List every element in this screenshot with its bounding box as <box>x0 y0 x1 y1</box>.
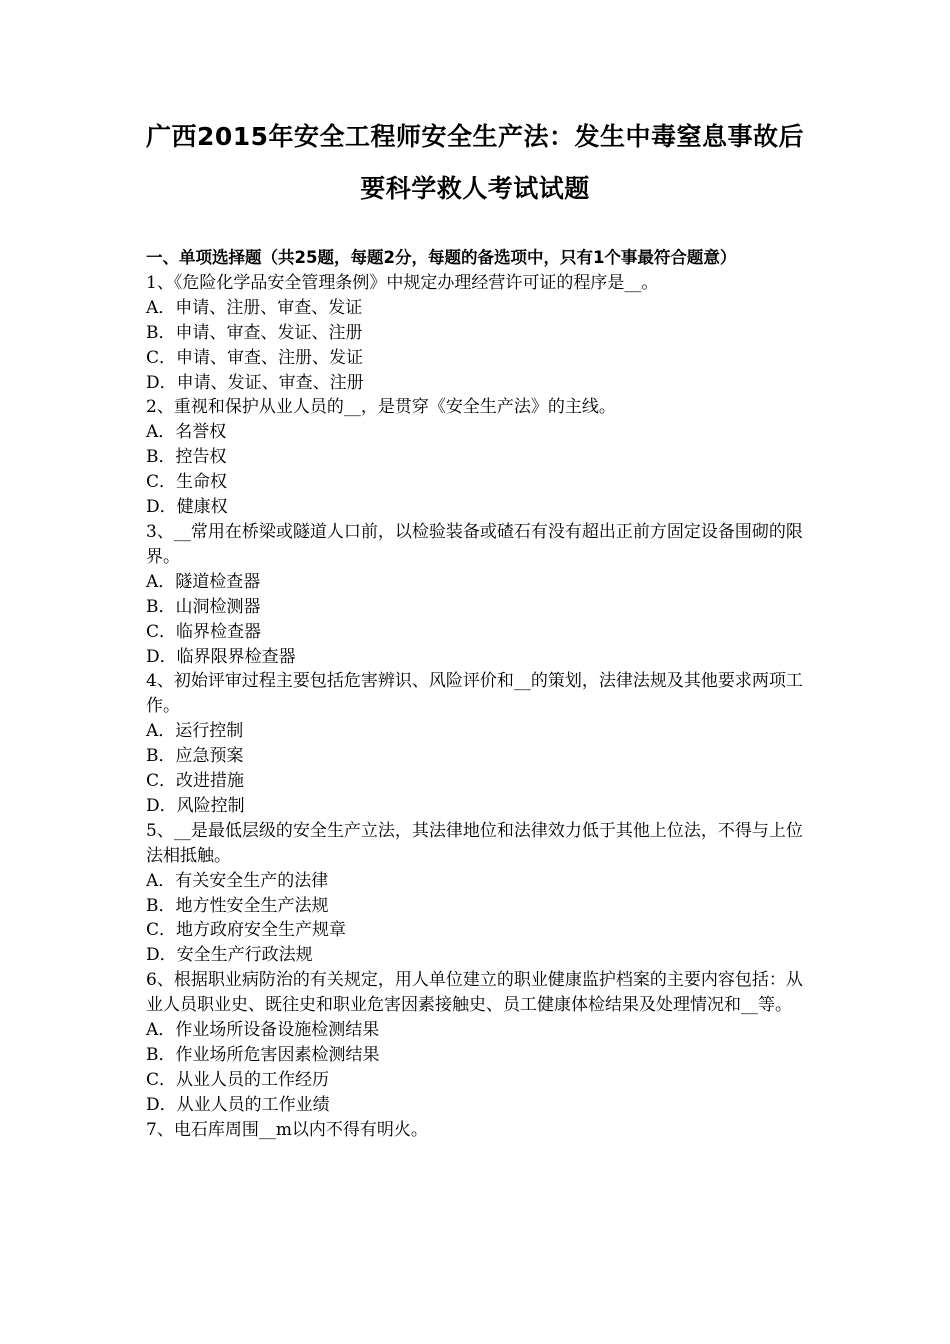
document-body <box>146 246 808 1143</box>
option-c: C．地方政府安全生产规章 <box>146 920 347 941</box>
option-b: B．应急预案 <box>146 746 244 767</box>
option-a: A．隧道检查器 <box>146 571 261 592</box>
option-c: C．申请、审查、注册、发证 <box>146 347 364 368</box>
option-a: A．作业场所设备设施检测结果 <box>146 1020 380 1041</box>
question-stem: 2、重视和保护从业人员的__，是贯穿《安全生产法》的主线。 <box>146 397 616 418</box>
question-6 <box>146 968 808 1117</box>
option-b: B．申请、审查、发证、注册 <box>146 322 363 343</box>
option-d: D．临界限界检查器 <box>146 646 296 667</box>
question-stem: 4、初始评审过程主要包括危害辨识、风险评价和__的策划，法律法规及其他要求两项工作。 <box>146 671 803 717</box>
option-b: B．作业场所危害因素检测结果 <box>146 1045 380 1065</box>
option-d: D．从业人员的工作业绩 <box>146 1094 330 1115</box>
option-d: D．申请、发证、审查、注册 <box>146 372 364 393</box>
question-4 <box>146 669 808 818</box>
option-d: D．安全生产行政法规 <box>146 945 313 966</box>
option-c: C．生命权 <box>146 472 228 493</box>
question-stem: 7、电石库周围__m以内不得有明火。 <box>146 1119 428 1140</box>
option-a: A．有关安全生产的法律 <box>146 870 329 891</box>
question-stem: 3、__常用在桥梁或隧道人口前，以检验装备或碴石有没有超出正前方固定设备围砌的限界。 <box>146 521 803 567</box>
question-stem: 1、《危险化学品安全管理条例》中规定办理经营许可证的程序是__。 <box>146 272 659 293</box>
option-d: D．健康权 <box>146 497 228 518</box>
question-1 <box>146 271 808 396</box>
option-d: D．风险控制 <box>146 795 245 816</box>
option-b: B．控告权 <box>146 447 227 468</box>
question-stem: 5、__是最低层级的安全生产立法，其法律地位和法律效力低于其他上位法，不得与上位法相抵触。 <box>146 820 803 866</box>
option-b: B．山洞检测器 <box>146 596 261 617</box>
section-heading: 一、单项选择题（共25题，每题2分，每题的备选项中，只有1个事最符合题意） <box>146 248 737 267</box>
document-title-line-1: 广西2015年安全工程师安全生产法：发生中毒窒息事故后 <box>145 122 805 151</box>
option-b: B．地方性安全生产法规 <box>146 895 329 916</box>
option-a: A．运行控制 <box>146 721 244 742</box>
question-3 <box>146 520 808 669</box>
option-c: C．从业人员的工作经历 <box>146 1069 330 1090</box>
option-a: A．申请、注册、审查、发证 <box>146 297 363 318</box>
option-c: C．临界检查器 <box>146 621 262 642</box>
question-7 <box>146 1118 808 1143</box>
question-stem: 6、根据职业病防治的有关规定，用人单位建立的职业健康监护档案的主要内容包括：从业人员职业史、既往史和职业危害因素接触史、员工健康体检结果及处理情况和__等。 <box>146 970 803 1016</box>
option-a: A．名誉权 <box>146 422 227 443</box>
document-title-line-2: 要科学救人考试试题 <box>360 174 590 203</box>
question-5 <box>146 819 808 968</box>
question-2 <box>146 395 808 520</box>
option-c: C．改进措施 <box>146 771 245 792</box>
